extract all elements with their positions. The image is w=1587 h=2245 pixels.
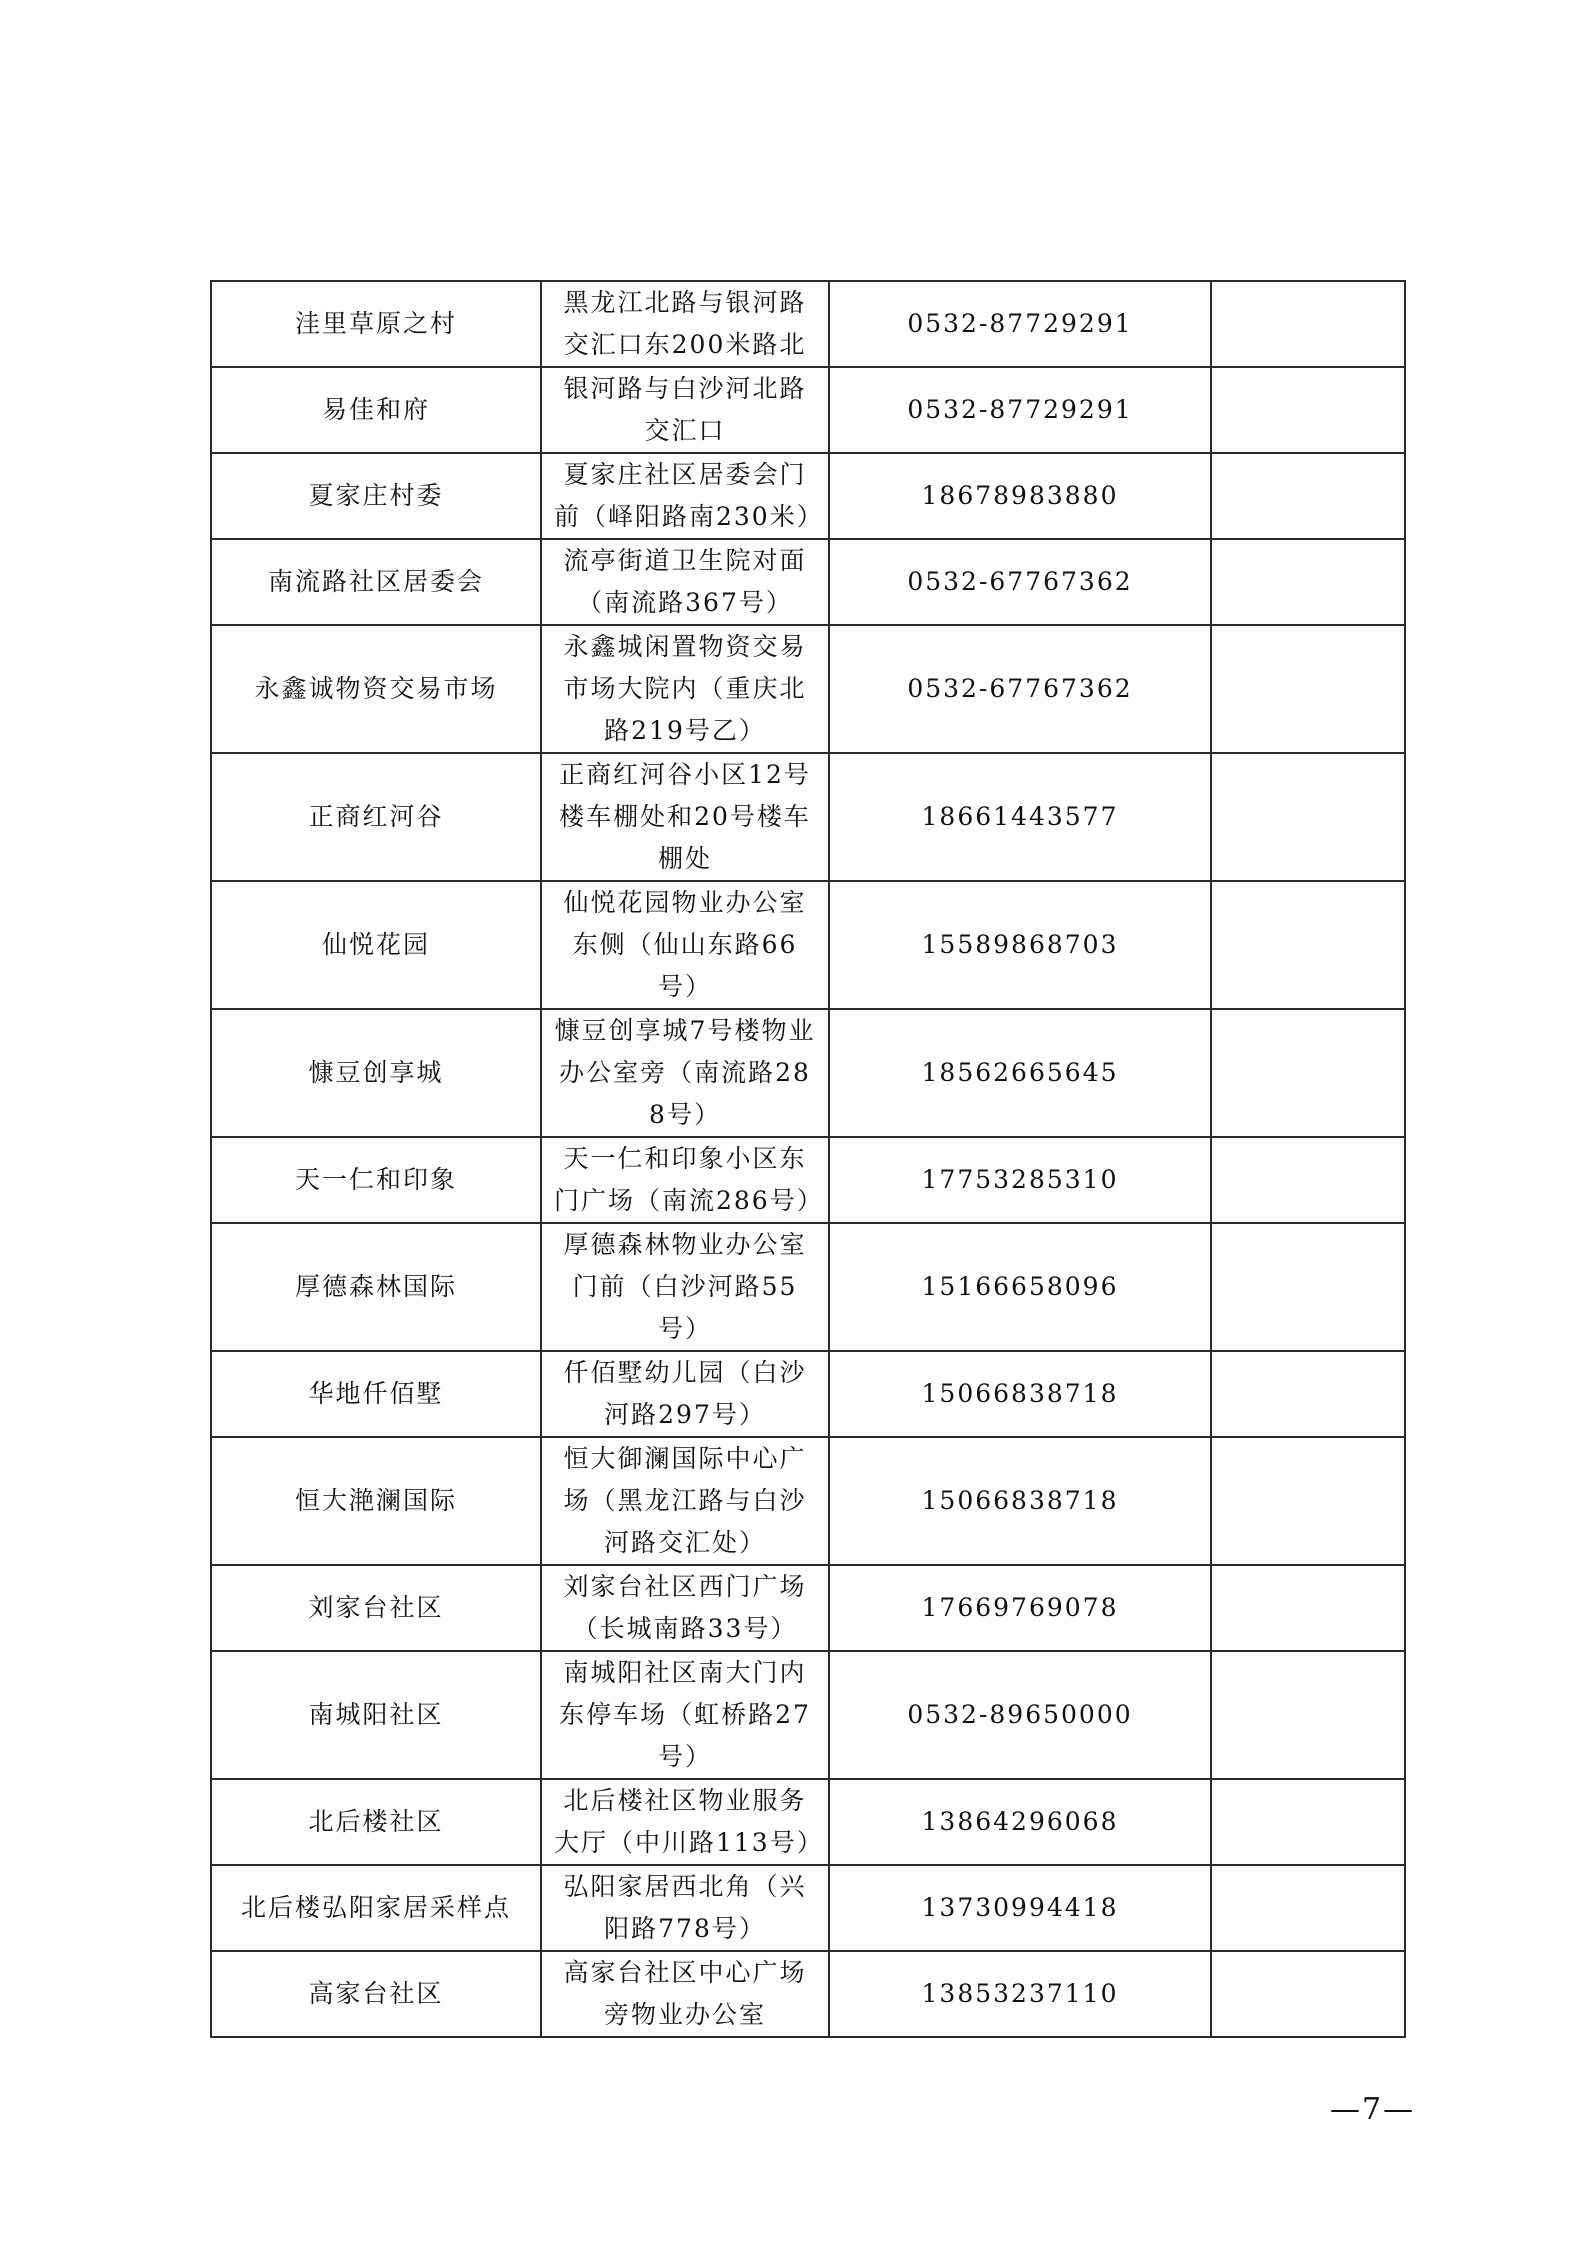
contact-phone-cell: 15166658096	[829, 1223, 1211, 1351]
site-address-text: 厚德森林物业办公室门前（白沙河路55号）	[563, 1230, 807, 1343]
site-address-cell	[541, 1137, 829, 1223]
table-row	[211, 453, 1405, 539]
table-row	[211, 1865, 1405, 1951]
site-address-cell	[541, 1865, 829, 1951]
note-cell	[1211, 1437, 1405, 1565]
contact-phone-cell: 15589868703	[829, 881, 1211, 1009]
site-name-cell: 南城阳社区	[211, 1651, 541, 1779]
site-address-cell	[541, 453, 829, 539]
site-name-cell: 夏家庄村委	[211, 453, 541, 539]
site-name-cell: 洼里草原之村	[211, 281, 541, 367]
site-name-cell: 北后楼弘阳家居采样点	[211, 1865, 541, 1951]
site-address-cell	[541, 1437, 829, 1565]
site-address-cell	[541, 1565, 829, 1651]
note-cell	[1211, 1651, 1405, 1779]
note-cell	[1211, 1009, 1405, 1137]
note-cell	[1211, 367, 1405, 453]
note-cell	[1211, 1865, 1405, 1951]
contact-phone-cell: 18678983880	[829, 453, 1211, 539]
site-name-cell: 刘家台社区	[211, 1565, 541, 1651]
site-address-text: 夏家庄社区居委会门前（峄阳路南230米）	[554, 460, 824, 531]
note-cell	[1211, 625, 1405, 753]
note-cell	[1211, 753, 1405, 881]
contact-phone-cell: 0532-67767362	[829, 625, 1211, 753]
contact-phone-cell: 13730994418	[829, 1865, 1211, 1951]
site-name-cell: 易佳和府	[211, 367, 541, 453]
note-cell	[1211, 1137, 1405, 1223]
site-name-cell: 南流路社区居委会	[211, 539, 541, 625]
note-cell	[1211, 1223, 1405, 1351]
site-address-text: 天一仁和印象小区东门广场（南流286号）	[554, 1144, 824, 1215]
site-address-cell	[541, 1651, 829, 1779]
site-name-cell: 天一仁和印象	[211, 1137, 541, 1223]
note-cell	[1211, 539, 1405, 625]
contact-phone-cell: 13853237110	[829, 1951, 1211, 2037]
site-address-cell	[541, 1951, 829, 2037]
site-name-cell: 北后楼社区	[211, 1779, 541, 1865]
site-address-text: 正商红河谷小区12号楼车棚处和20号楼车棚处	[559, 760, 811, 873]
site-address-text: 南城阳社区南大门内东停车场（虹桥路27号）	[559, 1658, 811, 1771]
table-row	[211, 1009, 1405, 1137]
note-cell	[1211, 281, 1405, 367]
table-row	[211, 1437, 1405, 1565]
site-name-cell: 厚德森林国际	[211, 1223, 541, 1351]
note-cell	[1211, 1351, 1405, 1437]
table-row	[211, 753, 1405, 881]
site-name-cell: 正商红河谷	[211, 753, 541, 881]
site-address-text: 银河路与白沙河北路交汇口	[563, 374, 807, 445]
contact-phone-cell: 0532-67767362	[829, 539, 1211, 625]
site-address-text: 黑龙江北路与银河路交汇口东200米路北	[563, 288, 807, 359]
site-address-cell	[541, 881, 829, 1009]
site-address-cell	[541, 281, 829, 367]
contact-phone-cell: 13864296068	[829, 1779, 1211, 1865]
contact-phone-cell: 15066838718	[829, 1351, 1211, 1437]
site-address-text: 高家台社区中心广场旁物业办公室	[563, 1958, 807, 2029]
table-row	[211, 281, 1405, 367]
site-name-cell: 永鑫诚物资交易市场	[211, 625, 541, 753]
contact-phone-cell: 18661443577	[829, 753, 1211, 881]
note-cell	[1211, 1779, 1405, 1865]
table-row	[211, 1651, 1405, 1779]
contact-phone-cell: 18562665645	[829, 1009, 1211, 1137]
table-row	[211, 539, 1405, 625]
table-row	[211, 1951, 1405, 2037]
contact-phone-cell: 17669769078	[829, 1565, 1211, 1651]
sampling-sites-table	[210, 280, 1406, 2038]
site-address-text: 永鑫城闲置物资交易市场大院内（重庆北路219号乙）	[563, 632, 807, 745]
contact-phone-cell: 0532-89650000	[829, 1651, 1211, 1779]
site-address-cell	[541, 625, 829, 753]
site-address-text: 流亭街道卫生院对面（南流路367号）	[563, 546, 807, 617]
site-address-text: 刘家台社区西门广场（长城南路33号）	[563, 1572, 807, 1643]
page-number: —7—	[1330, 2092, 1416, 2127]
site-address-cell	[541, 1351, 829, 1437]
table-row	[211, 625, 1405, 753]
contact-phone-cell: 17753285310	[829, 1137, 1211, 1223]
table-row	[211, 1351, 1405, 1437]
site-address-cell	[541, 539, 829, 625]
site-address-cell	[541, 1223, 829, 1351]
table-row	[211, 1779, 1405, 1865]
table-row	[211, 1223, 1405, 1351]
site-address-cell	[541, 753, 829, 881]
contact-phone-cell: 0532-87729291	[829, 281, 1211, 367]
table-row	[211, 1565, 1405, 1651]
contact-phone-cell: 0532-87729291	[829, 367, 1211, 453]
note-cell	[1211, 881, 1405, 1009]
site-name-cell: 仙悦花园	[211, 881, 541, 1009]
site-address-text: 慷豆创享城7号楼物业办公室旁（南流路288号）	[554, 1016, 816, 1129]
note-cell	[1211, 1565, 1405, 1651]
site-address-text: 仙悦花园物业办公室东侧（仙山东路66号）	[563, 888, 807, 1001]
site-name-cell: 慷豆创享城	[211, 1009, 541, 1137]
site-address-cell	[541, 1009, 829, 1137]
site-address-text: 恒大御澜国际中心广场（黑龙江路与白沙河路交汇处）	[563, 1444, 807, 1557]
site-address-cell	[541, 1779, 829, 1865]
site-name-cell: 恒大滟澜国际	[211, 1437, 541, 1565]
site-address-cell	[541, 367, 829, 453]
site-name-cell: 华地仟佰墅	[211, 1351, 541, 1437]
contact-phone-cell: 15066838718	[829, 1437, 1211, 1565]
table-body	[211, 281, 1405, 2037]
site-name-cell: 高家台社区	[211, 1951, 541, 2037]
site-address-text: 弘阳家居西北角（兴阳路778号）	[563, 1872, 807, 1943]
note-cell	[1211, 453, 1405, 539]
table-row	[211, 1137, 1405, 1223]
table-row	[211, 881, 1405, 1009]
note-cell	[1211, 1951, 1405, 2037]
site-address-text: 仟佰墅幼儿园（白沙河路297号）	[563, 1358, 807, 1429]
site-address-text: 北后楼社区物业服务大厅（中川路113号）	[554, 1786, 824, 1857]
table-row	[211, 367, 1405, 453]
